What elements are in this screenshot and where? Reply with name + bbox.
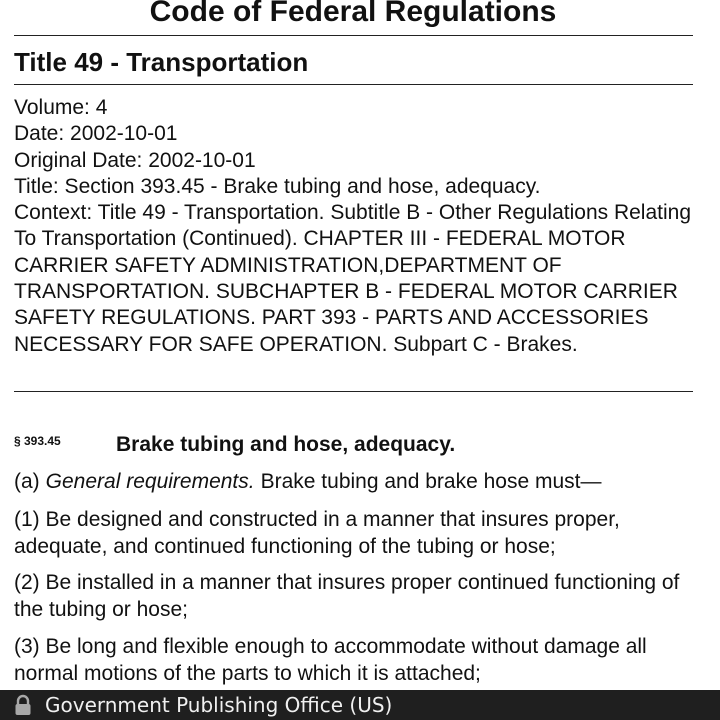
metadata-block: [14, 95, 696, 358]
footer-publisher: Government Publishing Office (US): [45, 693, 393, 717]
paragraph-enum: (a): [14, 470, 40, 493]
lock-icon: [12, 694, 34, 716]
metadata-date: Date: 2002-10-01: [14, 122, 178, 146]
section-subject: Brake tubing and hose, adequacy.: [116, 433, 456, 456]
document-header: Code of Federal Regulations: [149, 0, 557, 28]
section-heading: [14, 431, 704, 461]
metadata-title: Title: Section 393.45 - Brake tubing and hose, adequacy.: [14, 174, 541, 198]
footer-bar: [0, 690, 720, 720]
section-number: § 393.45: [14, 434, 61, 448]
metadata-context: Context: Title 49 - Transportation. Subtitle B - Other Regulations Relating To Transportation (Continued). CHAPTER III - FEDERAL MOTOR CARRIER SAFETY ADMINISTRATION,DEPARTMENT OF TRANSPORTATION. SUBCHAPTER B - FEDERAL MOTOR CARRIER SAFETY REGULATIONS. PART 393 - PARTS AND ACCESSORIES NECESSARY FOR SAFE OPERATION. Subpart C - Brakes.: [14, 201, 692, 356]
title-divider: [14, 84, 693, 85]
header-divider: [14, 35, 693, 36]
paragraph-item: (3) Be long and flexible enough to accommodate without damage all normal motions of the parts to which it is attached;: [14, 635, 647, 685]
title-heading: Title 49 - Transportation: [14, 47, 309, 77]
paragraph-item: (1) Be designed and constructed in a manner that insures proper, adequate, and continued functioning of the tubing or hose;: [14, 508, 620, 558]
metadata-volume: Volume: 4: [14, 96, 108, 119]
paragraph-a: [14, 469, 704, 496]
paragraph-heading: General requirements.: [45, 470, 255, 493]
paragraph-item: (2) Be installed in a manner that insures proper continued functioning of the tubing or hose;: [14, 571, 680, 621]
metadata-divider: [14, 391, 693, 392]
metadata-original-date: Original Date: 2002-10-01: [14, 148, 256, 172]
paragraph-text: Brake tubing and brake hose must—: [260, 470, 602, 493]
